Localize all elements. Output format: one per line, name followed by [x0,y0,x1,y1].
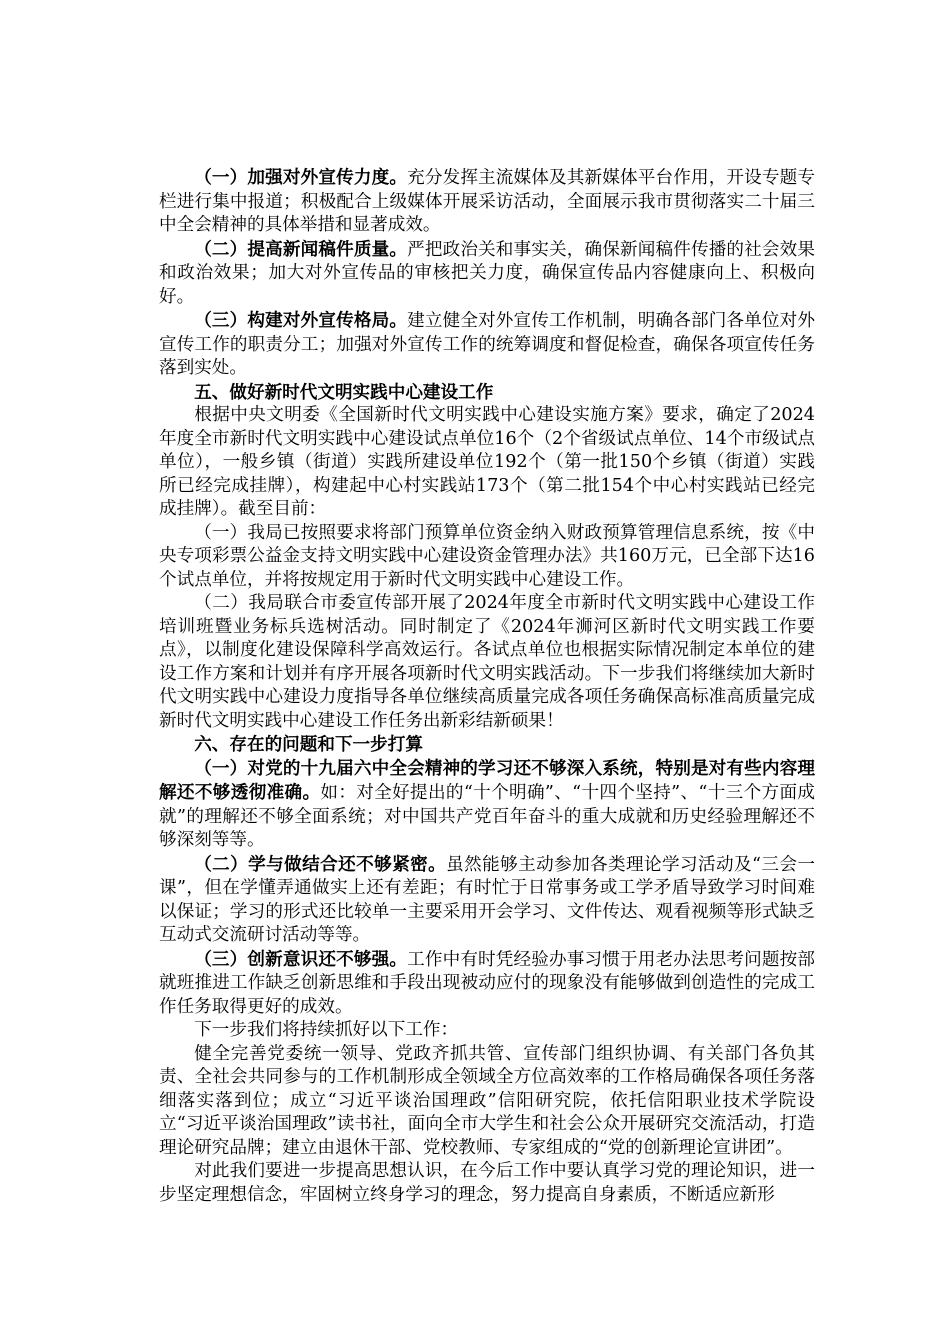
paragraph-problem-innovation [159,948,815,1020]
paragraph-next-steps-detail: 健全完善党委统一领导、党政齐抓共管、宣传部门组织协调、有关部门各负其责、全社会共同参与的工作机制形成全领域全方位高效率的工作格局确保各项任务落细落实落到位；成立“习近平谈治国理政”信阳研究院，依托信阳职业技术学院设立“习近平谈治国理政”读书社，面向全市大学生和社会公众开展研究交流活动，打造理论研究品牌；建立由退休干部、党校教师、专家组成的“党的创新理论宣讲团”。 [159,1043,815,1158]
paragraph-text: 严把政治关和事实关，确保新闻稿件传播的社会效果和政治效果；加大对外宣传品的审核把关力度，确保宣传品内容健康向上、积极向好。 [159,239,815,307]
paragraph-publicity-pattern [159,309,815,381]
paragraph-bold-lead: （一）加强对外宣传力度。 [194,167,408,188]
paragraph-bold-lead: （二）学与做结合还不够紧密。 [194,853,447,875]
section-heading-five: 五、做好新时代文明实践中心建设工作 [194,381,494,403]
paragraph-text: 建立健全对外宣传工作机制，明确各部门各单位对外宣传工作的职责分工；加强对外宣传工作的统筹调度和督促检查，确保各项宣传任务落到实处。 [159,311,815,378]
section-heading-six: 六、存在的问题和下一步打算 [194,734,423,755]
paragraph-problem-practice [159,853,815,948]
paragraph-text: 如：对全好提出的“十个明确”、“十四个坚持”、“十三个方面成就”的理解还不够全面系统；对中国共产党百年奋斗的重大成就和历史经验理解还不够深刻等等。 [159,783,815,850]
paragraph-civilization-plan: 根据中央文明委《全国新时代文明实践中心建设实施方案》要求，确定了2024年度全市新时代文明实践中心建设试点单位16个（2个省级试点单位、14个市级试点单位），一般乡镇（街道）实践所建设单位192个（第一批150个乡镇（街道）实践所已经完成挂牌），构建起中心村实践站173个（第二批154个中心村实践站已经完成挂牌）。截至目前： [159,405,815,519]
paragraph-budget-funds: （一）我局已按照要求将部门预算单位资金纳入财政预算管理信息系统，按《中央专项彩票公益金支持文明实践中心建设资金管理办法》共160万元，已全部下达16个试点单位，并将按规定用于新时代文明实践中心建设工作。 [159,522,815,590]
paragraph-text: 工作中有时凭经验办事习惯于用老办法思考问题按部就班推进工作缺乏创新思维和手段出现被动应付的现象没有能够做到创造性的完成工作任务取得更好的成效。 [159,949,815,1017]
paragraph-bold-lead: （三）创新意识还不够强。 [194,948,408,970]
paragraph-bold-lead: （二）提高新闻稿件质量。 [194,238,408,260]
paragraph-text: 充分发挥主流媒体及其新媒体平台作用，开设专题专栏进行集中报道；积极配合上级媒体开展采访活动，全面展示我市贯彻落实二十届三中全会精神的具体举措和显著成效。 [159,168,815,235]
document-page [159,166,815,1207]
paragraph-problem-study [159,757,815,853]
paragraph-bold-lead: （三）构建对外宣传格局。 [194,310,408,331]
paragraph-external-publicity [159,166,815,238]
paragraph-next-steps-intro: 下一步我们将持续抓好以下工作： [194,1020,459,1040]
paragraph-bold-lead: （一）对党的十九届六中全会精神的学习还不够深入系统，特别是对有些内容理解还不够透彻准确。 [159,757,815,803]
paragraph-training: （二）我局联合市委宣传部开展了2024年度全市新时代文明实践中心建设工作培训班暨业务标兵选树活动。同时制定了《2024年浉河区新时代文明实践工作要点》，以制度化建设保障科学高效运行。各试点单位也根据实际情况制定本单位的建设工作方案和计划并有序开展各项新时代文明实践活动。下一步我们将继续加大新时代文明实践中心建设力度指导各单位继续高质量完成各项任务确保高标准高质量完成新时代文明实践中心建设工作任务出新彩结新硕果！ [159,593,815,731]
paragraph-news-quality [159,238,815,310]
paragraph-conclusion: 对此我们要进一步提高思想认识，在今后工作中要认真学习党的理论知识，进一步坚定理想信念，牢固树立终身学习的理念，努力提高自身素质，不断适应新形 [159,1161,815,1205]
paragraph-text: 虽然能够主动参加各类理论学习活动及“三会一课”，但在学懂弄通做实上还有差距；有时忙于日常事务或工学矛盾导致学习时间难以保证；学习的形式还比较单一主要采用开会学习、文件传达、观看视频等形式缺乏互动式交流研讨活动等等。 [159,854,815,945]
